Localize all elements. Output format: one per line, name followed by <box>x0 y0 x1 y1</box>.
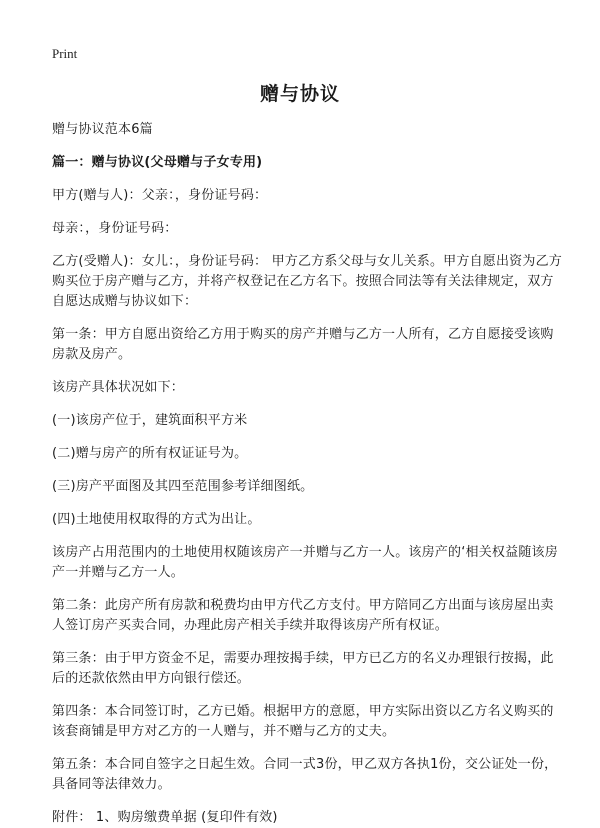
paragraph-item-2: (二)赠与房产的所有权证证号为。 <box>52 446 248 461</box>
paragraph-article-5: 第五条：本合同自签字之日起生效。合同一式3份，甲乙双方各执1份，交公证处一份，具备同等法律效力。 <box>52 757 558 792</box>
paragraph-article-1: 第一条：甲方自愿出资给乙方用于购买的房产并赠与乙方一人所有，乙方自愿接受该购房款及房产。 <box>52 327 554 362</box>
paragraph-party-a: 甲方(赠与人)：父亲：，身份证号码： <box>52 188 268 203</box>
document-subtitle: 赠与协议范本6篇 <box>52 122 153 137</box>
paragraph-item-3: (三)房产平面图及其四至范围参考详细图纸。 <box>52 479 314 494</box>
paragraph-mother: 母亲：，身份证号码： <box>52 221 178 236</box>
paragraph-item-1: (一)该房产位于，建筑面积平方米 <box>52 413 248 428</box>
paragraph-attachment: 附件： 1、购房缴费单据 (复印件有效) <box>52 810 278 825</box>
print-label: Print <box>52 46 78 61</box>
paragraph-item-4: (四)土地使用权取得的方式为出让。 <box>52 512 261 527</box>
paragraph-land-use: 该房产占用范围内的土地使用权随该房产一并赠与乙方一人。该房产的‘相关权益随该房产一并赠与乙方一人。 <box>52 545 558 580</box>
paragraph-article-3: 第三条：由于甲方资金不足，需要办理按揭手续，甲方已乙方的名义办理银行按揭，此后的还款依然由甲方向银行偿还。 <box>52 651 554 686</box>
paragraph-article-4: 第四条：本合同签订时，乙方已婚。根据甲方的意愿，甲方实际出资以乙方名义购买的该套商铺是甲方对乙方的一人赠与，并不赠与乙方的丈夫。 <box>52 704 554 739</box>
paragraph-party-b: 乙方(受赠人)：女儿：，身份证号码： 甲方乙方系父母与女儿关系。甲方自愿出资为乙方购买位于房产赠与乙方，并将产权登记在乙方名下。按照合同法等有关法律规定，双方自愿达成赠与协议如下： <box>52 254 562 309</box>
document-title: 赠与协议 <box>259 83 340 105</box>
paragraph-property-status: 该房产具体状况如下： <box>52 380 185 395</box>
section-heading: 篇一：赠与协议(父母赠与子女专用) <box>52 155 263 170</box>
document-body <box>52 120 562 828</box>
paragraph-article-2: 第二条：此房产所有房款和税费均由甲方代乙方支付。甲方陪同乙方出面与该房屋出卖人签订房产买卖合同，办理此房产相关手续并取得该房产所有权证。 <box>52 598 554 633</box>
